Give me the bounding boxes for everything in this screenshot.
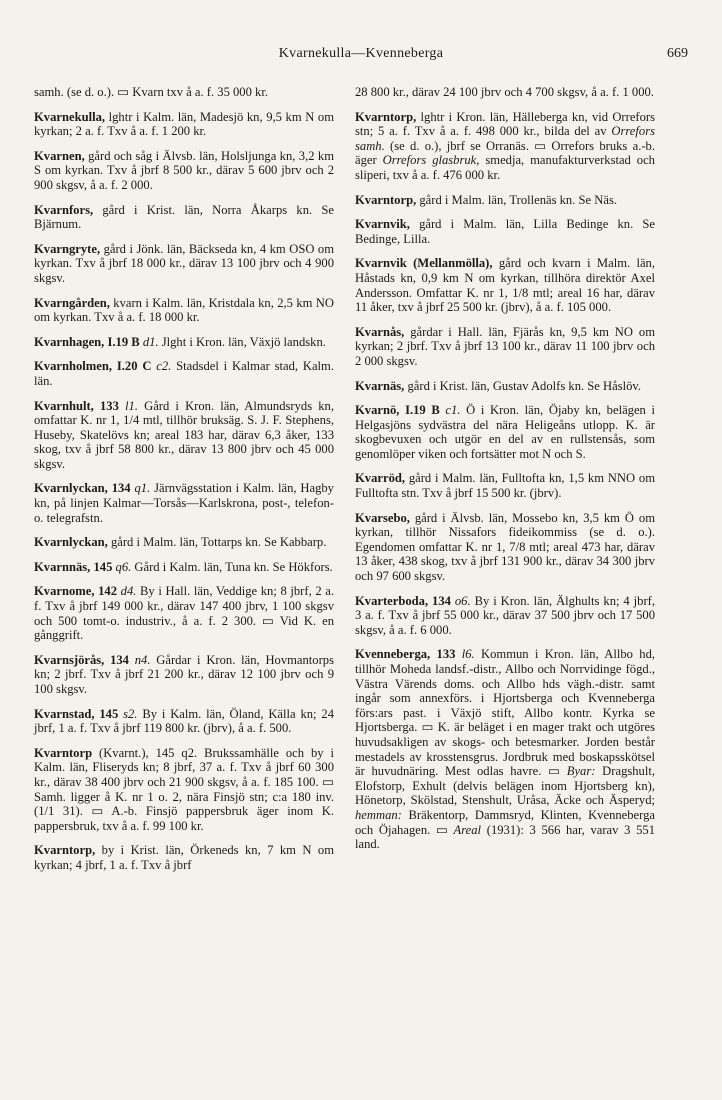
entry: Kvarntorp, gård i Malm. län, Trollenäs kn. Se Näs. [355, 192, 618, 207]
map-ref: n4. [128, 652, 151, 667]
map-ref: d1. [139, 334, 159, 349]
page-number: 669 [667, 46, 688, 61]
headword: Kvarnlyckan, [34, 535, 108, 550]
entry: Kvarnlyckan, 134 q1. Järnvägsstation i Kalm. län, Hagby kn, på linjen Kalmar—Torsås—Karlskrona, post-, telefon- o. telegrafstn. [34, 481, 334, 525]
map-ref: o6. [450, 593, 471, 608]
entry: Kvarröd, gård i Malm. län, Fulltofta kn, 1,5 km NNO om Fulltofta stn. Txv å jbrf 15 500 kr. (jbrv). [355, 471, 655, 501]
headword: Kvarnnäs, 145 [34, 559, 113, 574]
entry: Kvarngryte, gård i Jönk. län, Bäckseda kn, 4 km OSO om kyrkan. Txv å jbrf 18 000 kr., därav 13 100 jbrv och 4 900 skgsv. [34, 241, 334, 285]
map-ref: s2. [118, 706, 138, 721]
entry: Kvarterboda, 134 o6. By i Kron. län, Älghults kn; 4 jbrf, 3 a. f. Txv å jbrf 55 000 kr., därav 37 500 jbrv och 17 500 skgsv, å a. f. 6 000. [355, 593, 655, 637]
headword: Kvarngryte, [34, 241, 101, 256]
entry: Kvarnekulla, lghtr i Kalm. län, Madesjö kn, 9,5 km N om kyrkan; 2 a. f. Txv å a. f. 1 200 kr. [34, 109, 334, 139]
entry: Kvarnås, gårdar i Hall. län, Fjärås kn, 9,5 km NO om kyrkan; 2 jbrf. Txv å jbrf 13 100 kr., därav 11 100 jbrv och 2 000 skgsv. [355, 324, 655, 368]
entry: Kvarnome, 142 d4. By i Hall. län, Veddige kn; 8 jbrf, 2 a. f. Txv å jbrf 149 000 kr., därav 147 400 jbrv, 1 100 skgsv och 500 tomt-o. industriv., å a. f. 2 300. ▭ Vid K. en gånggrift. [34, 584, 334, 643]
headword: Kvarnlyckan, 134 [34, 481, 131, 496]
headword: Kvarnekulla, [34, 109, 106, 124]
map-ref: c2. [151, 359, 172, 374]
left-column [34, 85, 334, 883]
headword: Kvarnfors, [34, 202, 94, 217]
page-header [34, 46, 688, 68]
headword: Kvarngården, [34, 295, 110, 310]
headword: Kvarntorp, [355, 192, 417, 207]
headword: Kvarnvik (Mellanmölla), [355, 256, 493, 271]
entry: samh. (se d. o.). ▭ Kvarn txv å a. f. 35 000 kr. [34, 85, 268, 99]
entry: 28 800 kr., därav 24 100 jbrv och 4 700 skgsv, å a. f. 1 000. [355, 85, 654, 99]
entry: Kvarnfors, gård i Krist. län, Norra Åkarps kn. Se Bjärnum. [34, 202, 334, 232]
headword: Kvarnvik, [355, 217, 410, 232]
headword: Kvarnhult, 133 [34, 398, 119, 413]
entry: Kvarnlyckan, gård i Malm. län, Tottarps kn. Se Kabbarp. [34, 535, 327, 550]
headword: Kvarnstad, 145 [34, 706, 119, 721]
headword: Kvarnsjörås, 134 [34, 652, 129, 667]
headword: Kvarnäs, [355, 378, 405, 393]
headword: Kvarnholmen, I.20 C [34, 359, 152, 374]
headword: Kvarnhagen, I.19 B [34, 334, 140, 349]
headword: Kvenneberga, 133 [355, 647, 456, 662]
entry: Kvarnvik, gård i Malm. län, Lilla Bedinge kn. Se Bedinge, Lilla. [355, 217, 655, 246]
entry: Kvarnstad, 145 s2. By i Kalm. län, Öland, Källa kn; 24 jbrf, 1 a. f. Txv å jbrf 119 800 kr. (jbrv), å a. f. 500. [34, 706, 334, 736]
entry: Kvarnäs, gård i Krist. län, Gustav Adolfs kn. Se Håslöv. [355, 378, 642, 393]
entry: Kvenneberga, 133 l6. Kommun i Kron. län, Allbo hd, tillhör Moheda landsf.-distr., Allbo och Norrvidinge fögd., Västra Värends doms. och Allbo hds vägh.-distr. samt ingår som annexförs. i Hjortsberga och Kvenneberga förs:ars past. i Växjö stift, Allbo kontr. Kyrka se Hjortsberga. ▭ K. är beläget i en mager trakt och utgöres huvudsakligen av skogs- och betesmarker. Jorden består mestadels av krosstensgrus. Jordbruk med boskapsskötsel är huvudnäring. Mest odlas havre. ▭ Byar: Dragshult, Elofstorp, Exhult (delvis belägen inom Hjortsberg kn), Hönetorp, Skölstad, Stenshult, Uråsa, Äcke och Äsperyd; hemman: Bräkentorp, Dammsryd, Klinten, Kvenneberga och Öjahagen. ▭ Areal (1931): 3 566 har, varav 3 551 land. [355, 647, 656, 852]
entry: Kvarnen, gård och såg i Älvsb. län, Holsljunga kn, 3,2 km S om kyrkan. Txv å jbrf 8 500 kr., därav 5 600 jbrv och 2 900 skgsv, å a. f. 2 000. [34, 148, 334, 192]
entry: Kvarntorp, by i Krist. län, Örkeneds kn, 7 km N om kyrkan; 4 jbrf, 1 a. f. Txv å jbrf [34, 843, 334, 872]
entry: Kvarntorp (Kvarnt.), 145 q2. Brukssamhälle och by i Kalm. län, Fliseryds kn; 8 jbrf, 37 a. f. Txv å jbrf 60 300 kr., därav 38 400 jbrv och 21 900 skgsv, å a. f. 185 100. ▭ Samh. ligger å K. nr 1 o. 2, nära Finsjö stn; c:a 180 inv. (1/1 31). ▭ A.-b. Finsjö pappersbruk äger inom K. pappersbruk, txv å a. f. 99 100 kr. [34, 745, 334, 833]
entry: Kvarnholmen, I.20 C c2. Stadsdel i Kalmar stad, Kalm. län. [34, 359, 334, 388]
headword: Kvarnö, I.19 B [355, 403, 440, 418]
entry: Kvarnö, I.19 B c1. Ö i Kron. län, Öjaby kn, belägen i Helgasjöns sydvästra del nära Heligeåns utlopp. K. är skogbevuxen och utgör en del av en rullstensås, som genomlöper viken och fortsätter mot N och S. [355, 403, 655, 461]
map-ref: c1. [439, 403, 461, 418]
entry: Kvarntorp, lghtr i Kron. län, Hälleberga kn, vid Orrefors stn; 5 a. f. Txv å a. f. 498 000 kr., bilda del av Orrefors samh. (se d. o.), jbrf se Orranäs. ▭ Orrefors bruks a.-b. äger Orrefors glasbruk, smedja, manufakturverkstad och sliperi, txv å a. f. 476 000 kr. [355, 109, 655, 182]
headword: Kvarröd, [355, 471, 406, 486]
entry: Kvarnsjörås, 134 n4. Gårdar i Kron. län, Hovmantorps kn; 2 jbrf. Txv å jbrf 21 200 kr., därav 12 100 jbrv och 9 100 skgsv. [34, 652, 334, 696]
entry: Kvarsebo, gård i Älvsb. län, Mossebo kn, 3,5 km Ö om kyrkan, tillhör Nissafors fideikommiss (se d. o.). Egendomen omfattar K. nr 1, 7/8 mtl; areal 473 har, därav 13 åker, 438 skog, txv å jbrf 131 900 kr., därav 34 300 jbrv och 97 600 skgsv. [355, 510, 655, 584]
map-ref: q1. [130, 481, 151, 496]
headword: Kvarnen, [34, 148, 85, 163]
headword: Kvarntorp [34, 745, 93, 760]
entry: Kvarnhult, 133 l1. Gård i Kron. län, Almundsryds kn, omfattar K. nr 1, 1/4 mtl, tillhör bruksäg. S. J. F. Stephens, Huseby, Skatelövs kn; areal 183 har, därav 6,3 åker, 133 skog, txv å jbrf 58 800 kr., därav 13 800 jbrv och 45 000 skgsv. [34, 398, 335, 471]
headword: Kvarntorp, [34, 843, 96, 858]
entry: Kvarnhagen, I.19 B d1. Jlght i Kron. län, Växjö landskn. [34, 334, 326, 349]
map-ref: q6. [112, 559, 132, 574]
headword: Kvarnome, 142 [34, 584, 118, 599]
map-ref: l1. [118, 398, 138, 413]
headword: Kvarsebo, [355, 510, 410, 525]
right-column [355, 85, 655, 862]
map-ref: l6. [455, 647, 475, 662]
map-ref: d4. [117, 584, 137, 599]
headword: Kvarntorp, [355, 109, 417, 124]
headword: Kvarterboda, 134 [355, 593, 451, 608]
entry: Kvarnnäs, 145 q6. Gård i Kalm. län, Tuna kn. Se Hökfors. [34, 559, 333, 574]
entry: Kvarngården, kvarn i Kalm. län, Kristdala kn, 2,5 km NO om kyrkan. Txv å a. f. 18 000 kr. [34, 295, 334, 325]
running-title: Kvarnekulla—Kvenneberga [278, 46, 444, 61]
entry: Kvarnvik (Mellanmölla), gård och kvarn i Malm. län, Håstads kn, 0,9 km N om kyrkan, tillhöra direktör Axel Andersson. Omfattar K. nr 1, 1/8 mtl; areal 16 har, därav 11 åker, txv å jbrf 25 500 kr. (jbrv), å a. f. 105 000. [355, 256, 656, 315]
headword: Kvarnås, [355, 324, 405, 339]
